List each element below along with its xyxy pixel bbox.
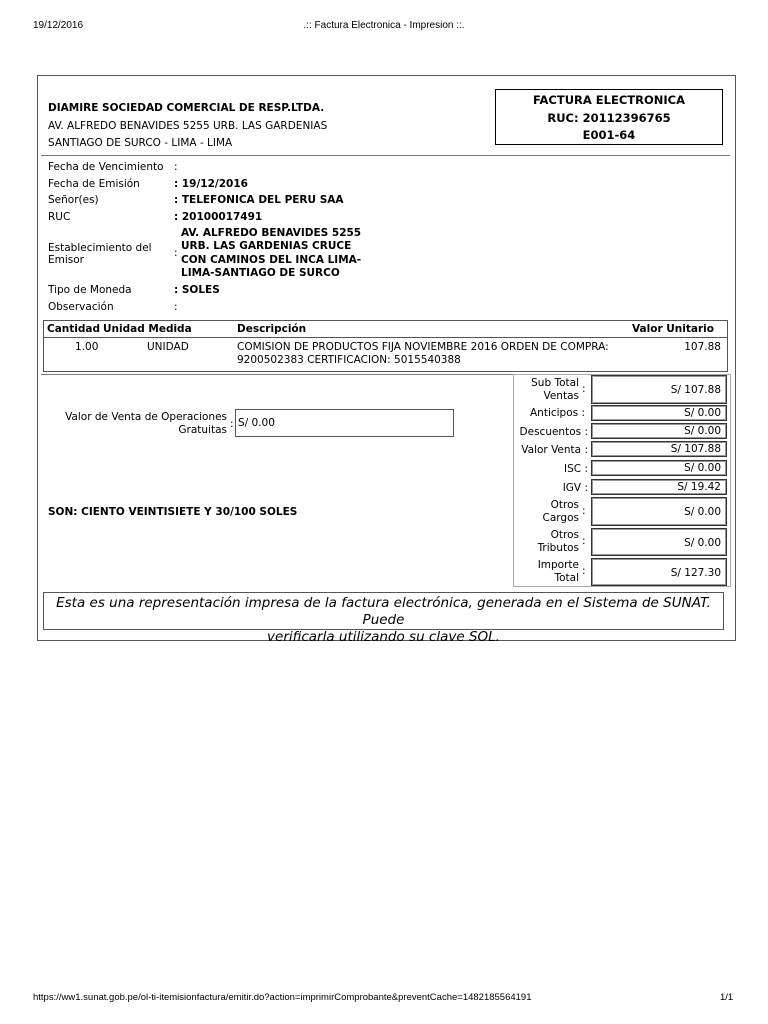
- anticipos-label: [515, 407, 585, 420]
- gratuitas-value: S/ 0.00: [235, 409, 454, 437]
- descuentos-label-text: Descuentos: [519, 426, 582, 438]
- igv-value: S/ 19.42: [591, 479, 727, 495]
- importe-total-colon: :: [582, 565, 586, 577]
- importe-total-label-2: Total: [554, 571, 579, 584]
- importe-total-label: [515, 559, 579, 584]
- gratuitas-label: [50, 411, 227, 437]
- print-url: https://ww1.sunat.gob.pe/ol-ti-itemisionfactura/emitir.do?action=imprimirComprobante&preventCache=1482185564191: [33, 992, 532, 1003]
- emision-value: : 19/12/2016: [174, 178, 248, 190]
- gratuitas-label-1: Valor de Venta de Operaciones: [65, 411, 227, 423]
- anticipos-value: S/ 0.00: [591, 405, 727, 421]
- gratuitas-colon: :: [230, 418, 234, 430]
- establecimiento-line-3: CON CAMINOS DEL INCA LIMA-: [181, 253, 362, 266]
- establecimiento-label-1: Establecimiento del: [48, 242, 152, 254]
- col-valor: Valor Unitario: [632, 323, 714, 335]
- otros-tributos-label-2: Tributos: [537, 541, 579, 554]
- col-cantidad: Cantidad: [47, 323, 101, 335]
- vencimiento-label: Fecha de Vencimiento: [48, 161, 164, 173]
- gratuitas-label-2: Gratuitas: [178, 424, 227, 436]
- subtotal-label-1: Sub Total: [531, 377, 579, 389]
- print-date: 19/12/2016: [33, 20, 84, 31]
- row-descripcion-line-1: COMISION DE PRODUCTOS FIJA NOVIEMBRE 2016 ORDEN DE COMPRA:: [237, 341, 609, 353]
- issuer-address-2: SANTIAGO DE SURCO - LIMA - LIMA: [48, 137, 233, 149]
- anticipos-colon: :: [581, 407, 585, 419]
- anticipos-label-text: Anticipos: [529, 407, 579, 419]
- establecimiento-value: [181, 227, 361, 280]
- amount-in-words: SON: CIENTO VEINTISIETE Y 30/100 SOLES: [48, 506, 298, 518]
- establecimiento-line-1: AV. ALFREDO BENAVIDES 5255: [181, 227, 362, 239]
- moneda-label: Tipo de Moneda: [48, 284, 132, 296]
- subtotal-colon: :: [582, 383, 586, 395]
- sunat-notice: [43, 592, 724, 645]
- header-divider: [41, 155, 730, 156]
- valor-venta-label: [515, 444, 588, 457]
- col-unidad: Unidad Medida: [103, 323, 192, 335]
- valor-venta-colon: :: [584, 444, 588, 456]
- otros-cargos-label-2: Cargos: [542, 511, 579, 524]
- moneda-value: : SOLES: [174, 284, 220, 296]
- emision-label: Fecha de Emisión: [48, 178, 140, 190]
- descuentos-value: S/ 0.00: [591, 423, 727, 439]
- subtotal-label-2: Ventas: [543, 389, 579, 402]
- isc-label: [515, 463, 588, 476]
- isc-label-text: ISC: [564, 463, 582, 475]
- isc-colon: :: [584, 463, 588, 475]
- senores-label: Señor(es): [48, 194, 99, 206]
- subtotal-value: S/ 107.88: [591, 375, 727, 404]
- senores-value: : TELEFONICA DEL PERU SAA: [174, 194, 344, 206]
- print-title: .:: Factura Electronica - Impresion ::.: [303, 20, 465, 31]
- isc-value: S/ 0.00: [591, 460, 727, 476]
- invoice-box-title: FACTURA ELECTRONICA: [532, 93, 685, 107]
- importe-total-value: S/ 127.30: [591, 558, 727, 586]
- invoice-box-ruc: RUC: 20112396765: [547, 110, 671, 125]
- row-descripcion-line-2: 9200502383 CERTIFICACION: 5015540388: [237, 354, 461, 366]
- establecimiento-line-4: LIMA-SANTIAGO DE SURCO: [181, 266, 340, 279]
- items-header-divider: [43, 337, 728, 338]
- print-page-number: 1/1: [720, 992, 734, 1003]
- subtotal-label: [515, 377, 579, 402]
- valor-venta-label-text: Valor Venta: [521, 444, 582, 456]
- col-descripcion: Descripción: [237, 323, 307, 335]
- igv-colon: :: [584, 482, 588, 494]
- row-unidad: UNIDAD: [147, 341, 189, 353]
- issuer-name: DIAMIRE SOCIEDAD COMERCIAL DE RESP.LTDA.: [48, 102, 325, 114]
- otros-tributos-value: S/ 0.00: [591, 528, 727, 556]
- igv-label-text: IGV: [562, 482, 582, 494]
- row-cantidad: 1.00: [75, 341, 99, 353]
- row-valor: 107.88: [684, 341, 721, 353]
- vencimiento-value: :: [174, 161, 178, 173]
- invoice-box-number: E001-64: [582, 128, 636, 142]
- row-descripcion: [237, 341, 609, 367]
- issuer-address-1: AV. ALFREDO BENAVIDES 5255 URB. LAS GARDENIAS: [48, 120, 328, 132]
- establecimiento-line-2: URB. LAS GARDENIAS CRUCE: [181, 240, 352, 253]
- invoice-id-box: [495, 89, 723, 145]
- otros-cargos-label: [515, 499, 579, 524]
- establecimiento-colon: :: [174, 247, 178, 259]
- ruc-value: : 20100017491: [174, 211, 263, 223]
- descuentos-colon: :: [584, 426, 588, 438]
- otros-tributos-label-1: Otros: [550, 529, 579, 541]
- otros-cargos-label-1: Otros: [550, 499, 579, 511]
- observacion-value: :: [174, 301, 178, 313]
- importe-total-label-1: Importe: [537, 559, 579, 571]
- igv-label: [515, 482, 588, 495]
- otros-tributos-colon: :: [582, 535, 586, 547]
- otros-cargos-colon: :: [582, 505, 586, 517]
- sunat-notice-line-2: verificarla utilizando su clave SOL.: [267, 629, 500, 645]
- valor-venta-value: S/ 107.88: [591, 441, 727, 457]
- ruc-label: RUC: [48, 211, 71, 223]
- observacion-label: Observación: [48, 301, 114, 313]
- descuentos-label: [515, 426, 588, 439]
- otros-tributos-label: [515, 529, 579, 554]
- sunat-notice-line-1: Esta es una representación impresa de la factura electrónica, generada en el Sistema de SUNAT. Puede: [56, 595, 711, 628]
- establecimiento-label-2: Emisor: [48, 254, 84, 266]
- otros-cargos-value: S/ 0.00: [591, 497, 727, 526]
- establecimiento-label: [48, 242, 152, 266]
